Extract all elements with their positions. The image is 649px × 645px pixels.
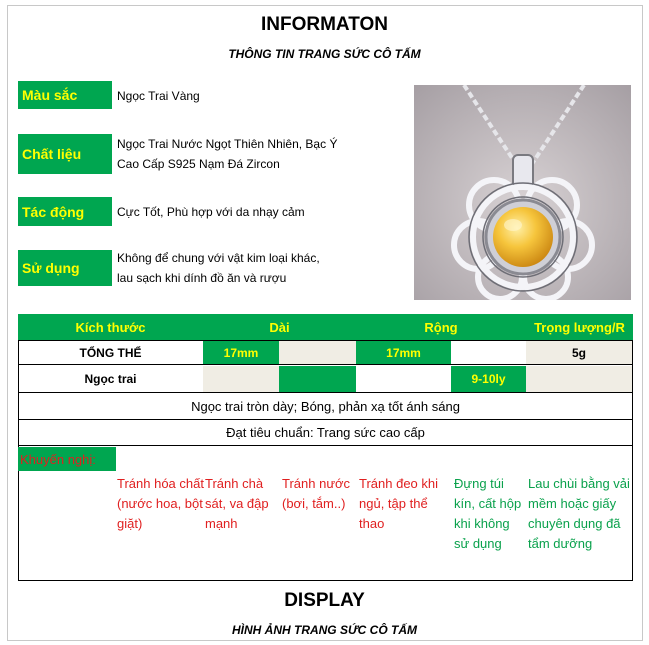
info-title: INFORMATON	[260, 14, 388, 35]
recommendation-item: Đựng túi kín, cất hộp khi không sử dụng	[454, 476, 522, 551]
recommendation-item: Tránh nước (bơi, tắm..)	[282, 476, 351, 511]
value-usage-line2: lau sạch khi dính đồ ăn và rượu	[117, 271, 287, 285]
label-material: Chất liệu	[18, 134, 112, 174]
recommendation-label: Khuyến nghị:	[18, 447, 116, 471]
row-overall-label: TỔNG THỂ	[79, 345, 142, 360]
recommendation-item: Tránh đeo khi ngủ, tập thể thao	[359, 476, 439, 531]
col-length: Dài	[269, 319, 290, 335]
pendant-photo	[414, 85, 631, 300]
recommendation-item: Tránh hóa chất (nước hoa, bột giặt)	[117, 476, 204, 531]
display-title: DISPLAY	[284, 590, 365, 611]
overall-length: 17mm	[203, 341, 279, 364]
feature-row: Ngọc trai tròn dày; Bóng, phản xạ tốt ánh sáng	[18, 393, 633, 420]
filler-cell	[203, 366, 279, 392]
col-width: Rộng	[424, 319, 458, 335]
recommendation-item: Lau chùi bằng vải mềm hoặc giấy chuyên dụng đã tẩm dưỡng	[528, 476, 630, 551]
label-color: Màu sắc	[18, 81, 112, 109]
overall-weight: 5g	[526, 341, 632, 364]
recommendation-item: Tránh chà sát, va đập mạnh	[205, 476, 269, 531]
col-size: Kích thước	[75, 319, 146, 335]
info-subtitle: THÔNG TIN TRANG SỨC CÔ TẤM	[228, 47, 421, 61]
row-pearl-label: Ngọc trai	[84, 372, 137, 386]
value-color: Ngọc Trai Vàng	[117, 89, 200, 103]
filler-cell	[526, 366, 632, 392]
value-material-line1: Ngọc Trai Nước Ngọt Thiên Nhiên, Bạc Ý	[117, 137, 338, 151]
overall-width: 17mm	[356, 341, 451, 364]
label-usage: Sử dụng	[18, 250, 112, 286]
value-effect: Cực Tốt, Phù hợp với da nhạy cảm	[117, 205, 305, 219]
filler-cell	[279, 341, 356, 364]
standard-row: Đạt tiêu chuẩn: Trang sức cao cấp	[18, 420, 633, 446]
value-usage	[117, 248, 377, 288]
value-material-line2: Cao Cấp S925 Nạm Đá Zircon	[117, 157, 280, 171]
display-subtitle: HÌNH ẢNH TRANG SỨC CÔ TẤM	[231, 623, 418, 637]
pearl-size: 9-10ly	[451, 366, 526, 392]
value-material	[117, 134, 357, 174]
col-weight: Trọng lượng/R	[534, 319, 625, 335]
label-effect: Tác động	[18, 197, 112, 226]
filler-cell	[279, 366, 356, 392]
value-usage-line1: Không để chung với vật kim loại khác,	[117, 251, 320, 265]
